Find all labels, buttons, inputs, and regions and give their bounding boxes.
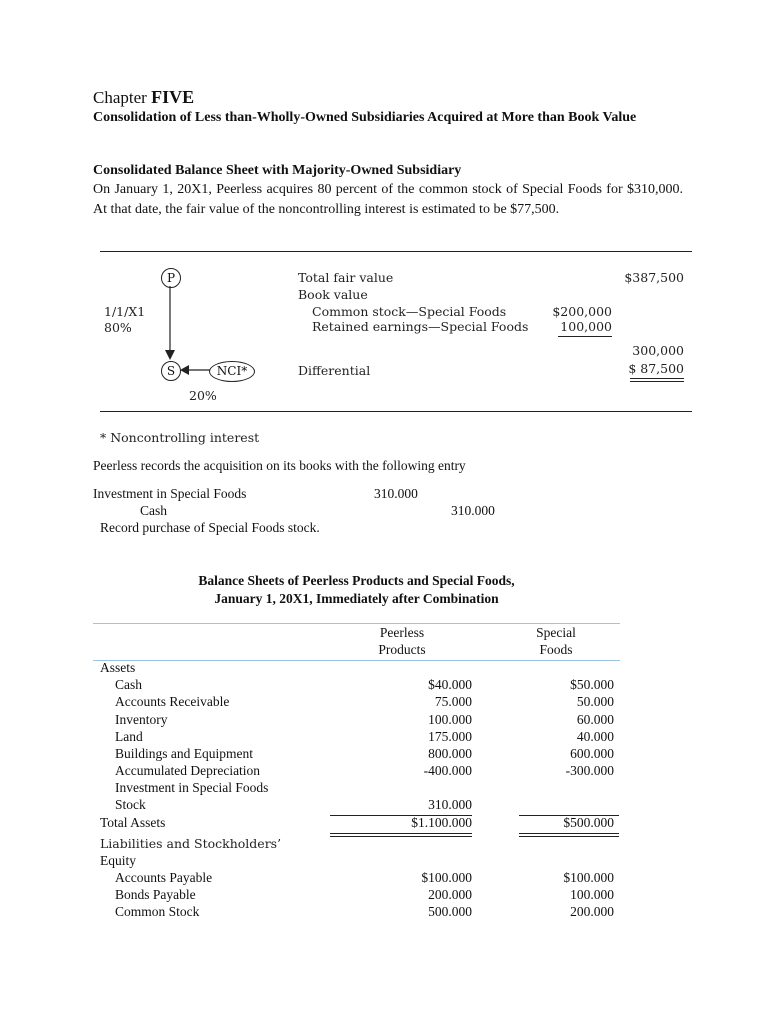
retained-earnings-value: 100,000 (560, 319, 612, 334)
acquisition-date: 1/1/X1 (104, 304, 146, 319)
total-assets-rule-special-1 (519, 833, 619, 834)
row-special: $50.000 (570, 677, 614, 692)
row-special: 100.000 (570, 887, 614, 902)
parent-percent: 80% (104, 320, 132, 335)
balance-sheet-title-1: Balance Sheets of Peerless Products and Special Foods, (198, 573, 515, 588)
row-special: 50.000 (576, 694, 614, 709)
table-top-rule (93, 623, 620, 624)
row-special: $100.000 (563, 870, 614, 885)
row-special: 60.000 (576, 712, 614, 727)
ownership-arrow (160, 286, 180, 362)
row-special: 200.000 (570, 904, 614, 919)
entry-memo: Record purchase of Special Foods stock. (100, 520, 320, 535)
investment-label-2: Stock (115, 797, 146, 812)
row-label: Cash (115, 677, 142, 692)
row-label: Buildings and Equipment (115, 746, 253, 761)
retained-earnings-label: Retained earnings—Special Foods (312, 319, 529, 334)
liabilities-label-2: Equity (100, 853, 136, 868)
total-assets-peerless: $1.100.000 (411, 815, 472, 830)
entry-debit-account: Investment in Special Foods (93, 486, 247, 501)
total-assets-rule-peerless-2 (330, 836, 472, 837)
nci-footnote: * Noncontrolling interest (100, 430, 260, 445)
nci-node-label: NCI* (216, 364, 248, 378)
entry-credit-account: Cash (140, 503, 167, 518)
book-value-underline (558, 336, 612, 337)
row-label: Bonds Payable (115, 887, 196, 902)
row-peerless: -400.000 (423, 763, 472, 778)
row-special: 600.000 (570, 746, 614, 761)
col-peerless-line2: Products (378, 642, 426, 657)
parent-node-label: P (166, 271, 176, 285)
differential-label: Differential (298, 363, 371, 378)
total-assets-rule-special-2 (519, 836, 619, 837)
liabilities-label-1: Liabilities and Stockholders’ (100, 836, 282, 851)
nci-arrow (180, 362, 210, 378)
row-label: Inventory (115, 712, 168, 727)
diagram-top-rule (100, 251, 692, 252)
row-peerless: 75.000 (434, 694, 472, 709)
total-fair-value: $387,500 (624, 270, 684, 285)
row-label: Accumulated Depreciation (115, 763, 261, 778)
table-header-rule (93, 660, 620, 661)
section-paragraph: On January 1, 20X1, Peerless acquires 80 percent of the common stock of Special Foods for $310,000. At that date, the fair value of the noncontrolling interest is estimated to be $77,500. (93, 182, 683, 217)
common-stock-label: Common stock—Special Foods (312, 304, 507, 319)
col-special-line2: Foods (539, 642, 573, 657)
row-label: Common Stock (115, 904, 200, 919)
row-peerless: 175.000 (428, 729, 472, 744)
row-peerless: $100.000 (421, 870, 472, 885)
total-fair-value-label: Total fair value (298, 270, 394, 285)
diagram-bottom-rule (100, 411, 692, 412)
chapter-number: FIVE (151, 87, 195, 107)
section-heading: Consolidated Balance Sheet with Majority-Owned Subsidiary (93, 163, 462, 178)
parent-node (161, 268, 181, 288)
row-special: -300.000 (565, 763, 614, 778)
row-special: 40.000 (576, 729, 614, 744)
balance-sheet-title-2: January 1, 20X1, Immediately after Combination (214, 591, 499, 606)
investment-peerless: 310.000 (428, 797, 472, 812)
differential-underline-2 (630, 381, 684, 382)
entry-intro: Peerless records the acquisition on its books with the following entry (93, 458, 466, 473)
nci-percent: 20% (189, 388, 217, 403)
row-label: Accounts Receivable (115, 694, 230, 709)
differential-value: $ 87,500 (628, 361, 684, 376)
row-peerless: 500.000 (428, 904, 472, 919)
row-label: Land (115, 729, 143, 744)
total-assets-label: Total Assets (100, 815, 166, 830)
differential-underline-1 (630, 378, 684, 379)
book-value-label: Book value (298, 287, 368, 302)
row-peerless: 100.000 (428, 712, 472, 727)
col-peerless-line1: Peerless (379, 625, 425, 640)
total-assets-special: $500.000 (563, 815, 614, 830)
nci-node (209, 361, 255, 382)
col-special-line1: Special (536, 625, 576, 640)
book-value-total: 300,000 (632, 343, 684, 358)
row-peerless: $40.000 (428, 677, 472, 692)
subsidiary-node-label: S (166, 364, 176, 378)
row-label: Accounts Payable (115, 870, 213, 885)
row-peerless: 200.000 (428, 887, 472, 902)
entry-credit-amount: 310.000 (451, 503, 495, 518)
entry-debit-amount: 310.000 (374, 486, 418, 501)
row-peerless: 800.000 (428, 746, 472, 761)
investment-label-1: Investment in Special Foods (115, 780, 269, 795)
total-assets-rule-peerless-1 (330, 833, 472, 834)
chapter-heading (93, 87, 194, 108)
chapter-prefix: Chapter (93, 88, 147, 107)
assets-label: Assets (100, 660, 136, 675)
chapter-title: Consolidation of Less than-Wholly-Owned Subsidiaries Acquired at More than Book Value (93, 110, 637, 125)
subsidiary-node (161, 361, 181, 381)
common-stock-value: $200,000 (552, 304, 612, 319)
